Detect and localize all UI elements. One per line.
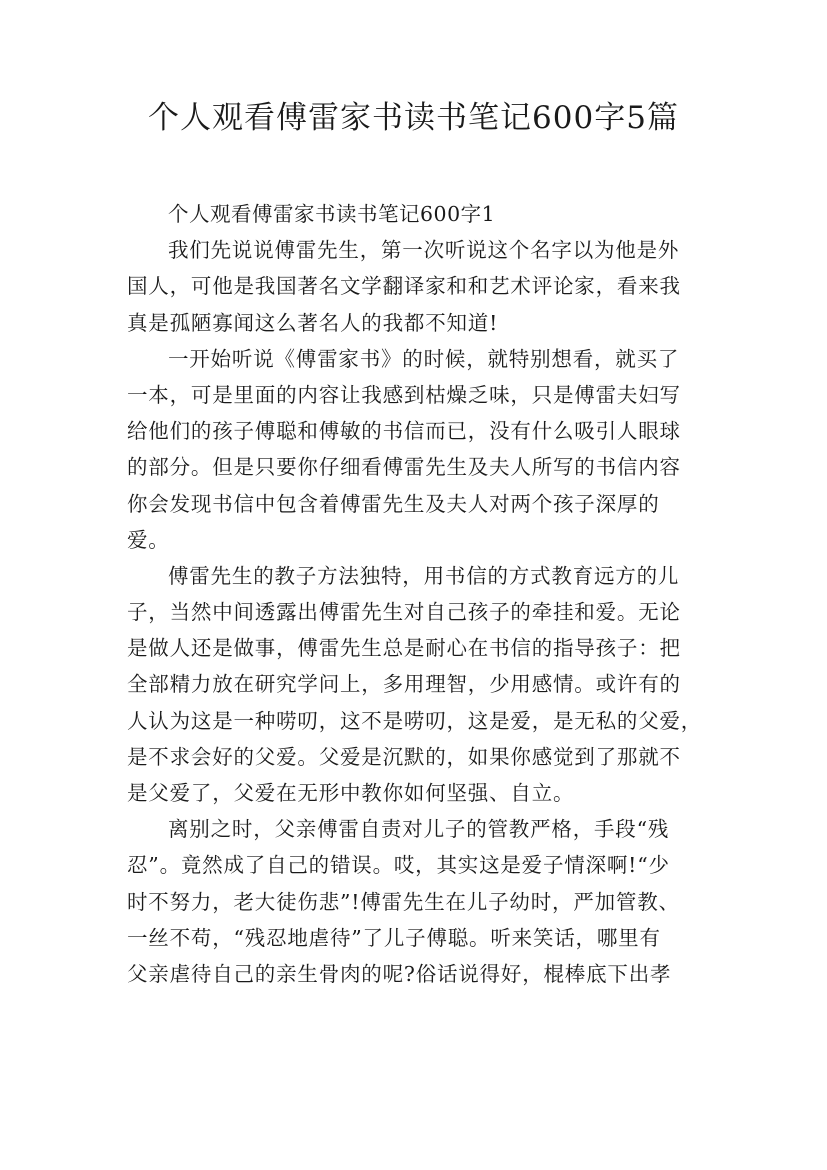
paragraph-line: 一丝不苟，“残忍地虐待”了儿子傅聪。听来笑话，哪里有	[127, 925, 661, 950]
paragraph-line: 时不努力，老大徒伤悲”!傅雷先生在儿子幼时，严加管教、	[127, 889, 680, 914]
paragraph-line: 全部精力放在研究学问上，多用理智，少用感情。或许有的	[127, 672, 681, 697]
paragraph-line: 是父爱了，父爱在无形中教你如何坚强、自立。	[127, 781, 575, 805]
section-heading: 个人观看傅雷家书读书笔记600字1	[168, 202, 496, 226]
paragraph-line: 给他们的孩子傅聪和傅敏的书信而已，没有什么吸引人眼球	[127, 419, 681, 444]
paragraph-line: 是做人还是做事，傅雷先生总是耐心在书信的指导孩子：把	[127, 636, 681, 661]
paragraph-line: 离别之时，父亲傅雷自责对儿子的管教严格，手段“残	[168, 817, 670, 842]
document-title: 个人观看傅雷家书读书笔记600字5篇	[148, 100, 679, 136]
paragraph-line: 爱。	[127, 527, 170, 552]
paragraph-line: 国人，可他是我国著名文学翻译家和和艺术评论家，看来我	[127, 274, 681, 299]
paragraph-4	[127, 811, 710, 992]
paragraph-line: 一本，可是里面的内容让我感到枯燥乏味，只是傅雷夫妇写	[127, 382, 681, 407]
paragraph-line: 人认为这是一种唠叨，这不是唠叨，这是爱，是无私的父爱，	[127, 708, 703, 733]
paragraph-2	[127, 341, 710, 558]
paragraph-line: 你会发现书信中包含着傅雷先生及夫人对两个孩子深厚的	[127, 491, 660, 516]
paragraph-3	[127, 558, 710, 811]
paragraph-line: 子，当然中间透露出傅雷先生对自己孩子的牵挂和爱。无论	[127, 600, 681, 625]
paragraph-line: 父亲虐待自己的亲生骨肉的呢?俗话说得好，棍棒底下出孝	[127, 961, 672, 986]
paragraph-line: 真是孤陋寡闻这么著名人的我都不知道!	[127, 310, 499, 335]
document-body	[127, 196, 710, 992]
paragraph-1	[127, 232, 710, 341]
paragraph-line: 我们先说说傅雷先生，第一次听说这个名字以为他是外	[168, 238, 680, 263]
paragraph-line: 傅雷先生的教子方法独特，用书信的方式教育远方的儿	[168, 563, 680, 588]
paragraph-line: 的部分。但是只要你仔细看傅雷先生及夫人所写的书信内容	[127, 455, 681, 480]
paragraph-line: 一开始听说《傅雷家书》的时候，就特别想看，就买了	[168, 346, 680, 371]
paragraph-line: 忍”。竟然成了自己的错误。哎，其实这是爱子情深啊!“少	[127, 853, 670, 878]
paragraph-line: 是不求会好的父爱。父爱是沉默的，如果你感觉到了那就不	[127, 744, 681, 769]
